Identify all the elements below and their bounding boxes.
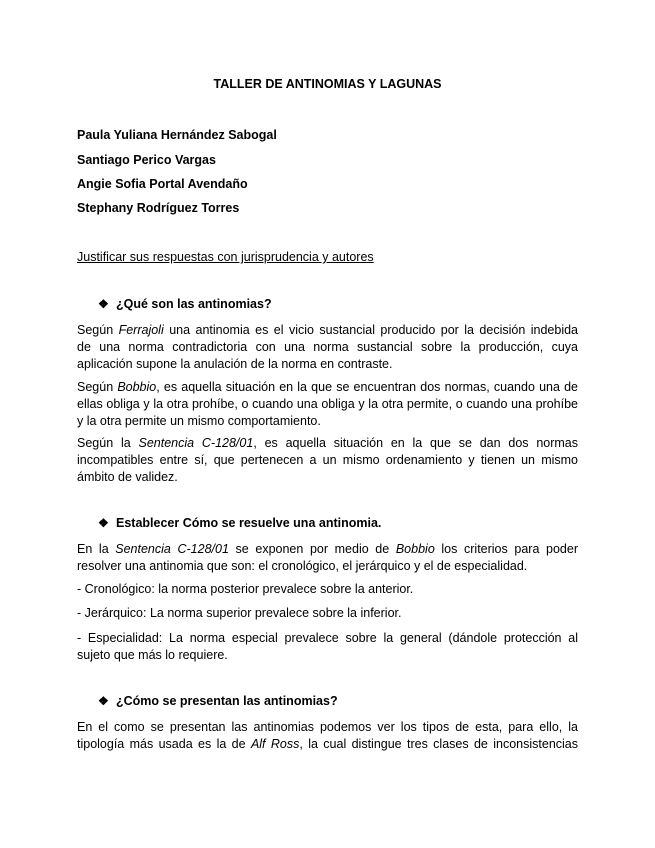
paragraph (77, 581, 578, 598)
author-name: Santiago Perico Vargas (77, 153, 216, 167)
text-line: - Especialidad: La norma especial prevalece sobre la general (dándole protección al (77, 631, 578, 645)
text-line: ellas obliga y la otra prohíbe, o cuando una obliga y la otra permite, o cuando una prohíbe (77, 396, 578, 411)
author-name: Stephany Rodríguez Torres (77, 201, 240, 215)
text-line: - Cronológico: la norma posterior prevalece sobre la anterior. (77, 582, 414, 596)
section-heading-text: Establecer Cómo se resuelve una antinomia. (116, 516, 382, 530)
text-line: sujeto que más lo requiere. (77, 647, 228, 662)
text-line: - Jerárquico: La norma superior prevalece sobre la inferior. (77, 606, 402, 620)
document-title: TALLER DE ANTINOMIAS Y LAGUNAS (213, 77, 442, 91)
section-heading-text: ¿Cómo se presentan las antinomias? (116, 694, 338, 708)
paragraph (77, 322, 578, 372)
text-line: Según Bobbio, es aquella situación en la que se encuentran dos normas, cuando una de (77, 380, 578, 394)
instruction-text: Justificar sus respuestas con jurisprudencia y autores (77, 250, 374, 264)
diamond-bullet-icon: ❖ (98, 297, 109, 311)
text-line: En el como se presentan las antinomias podemos ver los tipos de esta, para ello, la (77, 720, 578, 734)
text-line: y la otra permite un mismo comportamiento. (77, 413, 321, 428)
text-line: de una norma contradictoria con una norma sustancial sobre la producción, cuya (77, 339, 578, 354)
section-heading (98, 694, 338, 708)
text-line: aplicación supone la anulación de la norma en contraste. (77, 356, 393, 371)
text-line: tipología más usada es la de Alf Ross, la cual distingue tres clases de inconsistencias (77, 736, 579, 751)
text-line: ámbito de validez. (77, 469, 178, 484)
diamond-bullet-icon: ❖ (98, 516, 109, 530)
paragraph (77, 435, 578, 485)
paragraph (77, 719, 578, 753)
paragraph (77, 605, 578, 622)
text-line: Según Ferrajoli una antinomia es el vicio sustancial producido por la decisión indebida (77, 323, 578, 337)
paragraph (77, 630, 578, 664)
text-line: resolver una antinomia que son: el cronológico, el jerárquico y el de especialidad. (77, 558, 528, 573)
text-line: incompatibles entre sí, que pertenecen a un mismo ordenamiento y tienen un mismo (77, 452, 578, 467)
section-heading-text: ¿Qué son las antinomias? (116, 297, 272, 311)
paragraph (77, 541, 578, 575)
section-heading (98, 516, 381, 530)
diamond-bullet-icon: ❖ (98, 694, 109, 708)
text-line: Según la Sentencia C-128/01, es aquella situación en la que se dan dos normas (77, 436, 579, 450)
section-heading (98, 297, 272, 311)
author-name: Paula Yuliana Hernández Sabogal (77, 128, 277, 142)
author-name: Angie Sofia Portal Avendaño (77, 177, 248, 191)
paragraph (77, 379, 578, 429)
text-line: En la Sentencia C-128/01 se exponen por medio de Bobbio los criterios para poder (77, 542, 578, 556)
